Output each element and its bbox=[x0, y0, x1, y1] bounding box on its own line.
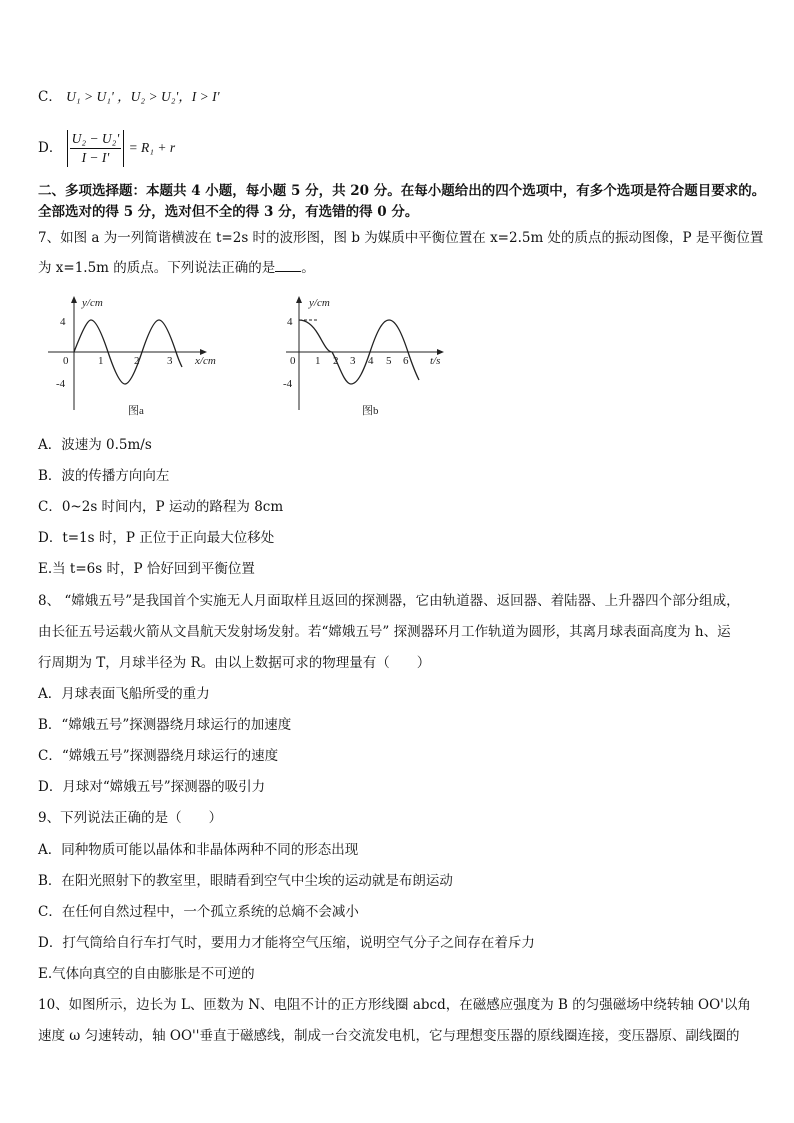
q7-option-c: C．0~2s 时间内，P 运动的路程为 8cm bbox=[38, 499, 284, 515]
q9-stem: 9、下列说法正确的是（ ） bbox=[38, 810, 223, 826]
q8-option-d: D．月球对“嫦娥五号”探测器的吸引力 bbox=[38, 779, 266, 795]
fig-a-xtick: 0 bbox=[63, 355, 69, 367]
q7-option-b: B．波的传播方向向左 bbox=[38, 468, 170, 484]
fig-b-ytick-top: 4 bbox=[287, 316, 293, 328]
q9-option-b: B．在阳光照射下的教室里，眼睛看到空气中尘埃的运动就是布朗运动 bbox=[38, 873, 453, 889]
option-c bbox=[38, 88, 220, 106]
fraction bbox=[70, 130, 122, 167]
figure-a bbox=[40, 292, 240, 422]
y-arrow-icon bbox=[296, 296, 302, 303]
fig-a-xtick: 1 bbox=[98, 355, 104, 367]
fig-b-xtick: 6 bbox=[403, 355, 409, 367]
answer-blank bbox=[275, 259, 301, 272]
fig-b-ylabel: y/cm bbox=[309, 297, 330, 309]
figure-b bbox=[282, 292, 462, 422]
fig-b-ytick-bottom: -4 bbox=[283, 378, 293, 390]
numerator: U₂ − U₂' bbox=[70, 130, 122, 149]
fig-a-ytick-top: 4 bbox=[60, 316, 66, 328]
option-label: D． bbox=[38, 140, 63, 156]
q7-stem-line1: 7、如图 a 为一列简谐横波在 t=2s 时的波形图，图 b 为媒质中平衡位置在 x=2.5m 处的质点的振动图像，P 是平衡位置 bbox=[38, 230, 764, 246]
q7-stem-text: 为 x=1.5m 的质点。下列说法正确的是 bbox=[38, 260, 276, 276]
q9-option-c: C．在任何自然过程中，一个孤立系统的总熵不会减小 bbox=[38, 904, 359, 920]
fig-a-caption: 图a bbox=[128, 405, 144, 417]
q7-option-d: D．t=1s 时，P 正位于正向最大位移处 bbox=[38, 530, 275, 546]
abs-fraction bbox=[67, 130, 125, 167]
q8-option-a: A．月球表面飞船所受的重力 bbox=[38, 686, 210, 702]
fig-b-xtick: 0 bbox=[290, 355, 296, 367]
section-heading-line1: 二、多项选择题：本题共 4 小题，每小题 5 分，共 20 分。在每小题给出的四个选项中，有多个选项是符合题目要求的。 bbox=[38, 183, 766, 199]
q7-option-a: A．波速为 0.5m/s bbox=[38, 437, 152, 453]
fig-b-xtick: 5 bbox=[386, 355, 392, 367]
q8-stem-line3: 行周期为 T，月球半径为 R。由以上数据可求的物理量有（ ） bbox=[38, 655, 431, 671]
option-expr: U₁ > U₁' ，U₂ > U₂'，I > I' bbox=[66, 89, 220, 104]
q9-option-a: A．同种物质可能以晶体和非晶体两种不同的形态出现 bbox=[38, 842, 359, 858]
q7-stem-end: 。 bbox=[301, 260, 315, 276]
q8-option-c: C．“嫦娥五号”探测器绕月球运行的速度 bbox=[38, 748, 279, 764]
section-heading-line2: 全部选对的得 5 分，选对但不全的得 3 分，有选错的得 0 分。 bbox=[38, 204, 419, 220]
fig-a-xlabel: x/cm bbox=[195, 355, 216, 367]
option-d bbox=[38, 130, 175, 167]
fig-b-xtick: 3 bbox=[350, 355, 356, 367]
fig-b-xtick: 1 bbox=[315, 355, 321, 367]
q7-stem-line2 bbox=[38, 259, 315, 277]
fig-a-ylabel: y/cm bbox=[82, 297, 103, 309]
q9-option-e: E.气体向真空的自由膨胀是不可逆的 bbox=[38, 966, 255, 982]
fig-a-ytick-bottom: -4 bbox=[56, 378, 66, 390]
y-arrow-icon bbox=[71, 296, 77, 303]
q8-stem-line1: 8、 “嫦娥五号”是我国首个实施无人月面取样且返回的探测器，它由轨道器、返回器、着陆器、上升器四个部分组成， bbox=[38, 593, 740, 609]
q8-stem-line2: 由长征五号运载火箭从文昌航天发射场发射。若“嫦娥五号” 探测器环月工作轨道为圆形，其离月球表面高度为 h、运 bbox=[38, 624, 731, 640]
fig-a-xtick: 3 bbox=[167, 355, 173, 367]
q9-option-d: D．打气筒给自行车打气时，要用力才能将空气压缩，说明空气分子之间存在着斥力 bbox=[38, 935, 535, 951]
fig-b-xtick: 2 bbox=[333, 355, 339, 367]
q8-option-b: B．“嫦娥五号”探测器绕月球运行的加速度 bbox=[38, 717, 292, 733]
option-rhs: = R₁ + r bbox=[128, 140, 176, 155]
q7-option-e: E.当 t=6s 时，P 恰好回到平衡位置 bbox=[38, 561, 255, 577]
fig-b-caption: 图b bbox=[362, 405, 379, 417]
fig-a-xtick: 2 bbox=[134, 355, 140, 367]
q10-stem-line2: 速度 ω 匀速转动，轴 OO''垂直于磁感线，制成一台交流发电机，它与理想变压器的原线圈连接，变压器原、副线圈的 bbox=[38, 1028, 740, 1044]
fig-b-xtick: 4 bbox=[368, 355, 374, 367]
q10-stem-line1: 10、如图所示，边长为 L、匝数为 N、电阻不计的正方形线圈 abcd，在磁感应强度为 B 的匀强磁场中绕转轴 OO'以角 bbox=[38, 997, 751, 1013]
option-label: C． bbox=[38, 89, 62, 105]
fig-b-xlabel: t/s bbox=[430, 355, 441, 367]
denominator: I − I' bbox=[81, 150, 110, 165]
